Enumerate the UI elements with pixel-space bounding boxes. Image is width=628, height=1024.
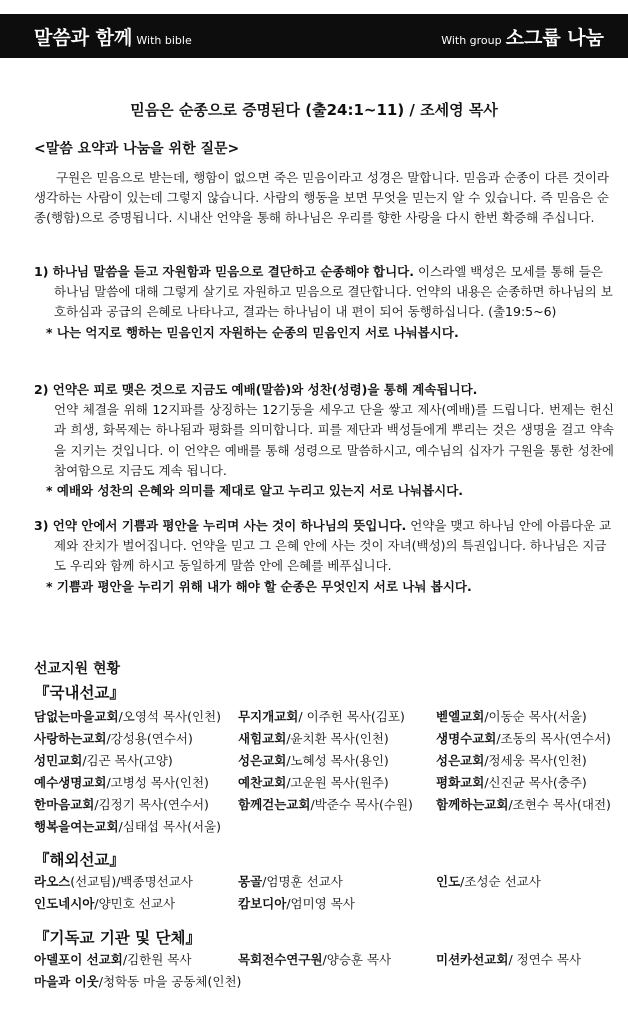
list-item [238, 751, 389, 769]
list-item-detail: (선교팀)/백종명선교사 [70, 874, 193, 889]
list-item-name: 예찬교회 [238, 775, 287, 790]
list-item-name: 예수생명교회 [34, 775, 107, 790]
list-item [34, 872, 193, 890]
list-row [34, 707, 624, 725]
list-item [34, 817, 221, 835]
question-2-body: 언약 체결을 위해 12지파를 상징하는 12기둥을 세우고 단을 쌓고 제사(예배)를 드립니다. 번제는 헌신과 희생, 화목제는 하나됨과 평화를 의미합니다. 피를 제단과 백성들에게 뿌리는 것은 생명을 걸고 약속을 지키는 것입니다. 이 언약은 예배를 통해 성령으로 말씀하시고, 예수님의 십자가 구원을 통한 성찬에 참여함으로 지금도 계속 됩니다. [54, 402, 614, 478]
list-item-detail: /엄명훈 선교사 [262, 874, 343, 889]
list-item [436, 950, 581, 968]
section-subtitle: <말씀 요약과 나눔을 위한 질문> [34, 141, 240, 157]
list-item-detail: /윤치환 목사(인천) [286, 731, 389, 746]
list-item [436, 751, 587, 769]
list-row [34, 773, 624, 791]
list-item [238, 773, 389, 791]
list-row [34, 972, 624, 990]
list-item-name: 아델포이 선교회 [34, 952, 123, 967]
header-left [34, 23, 196, 50]
list-item [34, 729, 193, 747]
list-item-detail: /조동의 목사(연수서) [496, 731, 611, 746]
list-item [238, 872, 343, 890]
header-left-title: 말씀과 함께 [34, 27, 133, 49]
list-item [238, 950, 391, 968]
list-item-name: 행복을여는교회 [34, 819, 119, 834]
list-item-detail: /정세웅 목사(인천) [484, 753, 587, 768]
list-row [34, 872, 624, 890]
list-item-name: 한마음교회 [34, 797, 95, 812]
list-item-detail: /고병성 목사(인천) [106, 775, 209, 790]
list-item-name: 성민교회 [34, 753, 83, 768]
list-item-detail: /김정기 목사(연수서) [94, 797, 209, 812]
list-item-detail: /박준수 목사(수원) [310, 797, 413, 812]
list-item-detail: /김한원 목사 [122, 952, 192, 967]
list-item-name: 마을과 이웃 [34, 974, 99, 989]
list-item [34, 751, 173, 769]
list-row [34, 729, 624, 747]
question-2 [34, 380, 614, 501]
list-item-name: 몽골 [238, 874, 263, 889]
list-item [436, 707, 587, 725]
list-item-name: 벧엘교회 [436, 709, 485, 724]
list-item-name: 목회전수연구원 [238, 952, 323, 967]
list-item-name: 새힘교회 [238, 731, 287, 746]
list-item-name: 생명수교회 [436, 731, 497, 746]
sermon-title: 믿음은 순종으로 증명된다 (출24:1~11) / 조세영 목사 [130, 101, 498, 119]
list-item-name: 평화교회 [436, 775, 485, 790]
list-item [34, 894, 175, 912]
list-item-name: 라오스 [34, 874, 71, 889]
list-item [238, 729, 389, 747]
org-title: 『기독교 기관 및 단체』 [34, 929, 201, 947]
mission-heading: 선교지원 현황 [34, 661, 121, 677]
list-item [34, 795, 209, 813]
question-3-head: 3) 언약 안에서 기쁨과 평안을 누리며 사는 것이 하나님의 뜻입니다. [34, 518, 407, 533]
intro-paragraph: 구원은 믿음으로 받는데, 행함이 없으면 죽은 믿음이라고 성경은 말합니다. 믿음과 순종이 다른 것이라 생각하는 사람이 있는데 그렇지 않습니다. 사람의 행동을 보면 무엇을 믿는지 알 수 있습니다. 즉 믿음은 순종(행함)으로 증명됩니다. 시내산 언약을 통해 하나님은 우리를 향한 사랑을 다시 한번 확증해 주십니다. [34, 170, 609, 226]
list-item-detail: /조현수 목사(대전) [508, 797, 611, 812]
header-left-sub: With bible [136, 34, 192, 47]
list-item-detail: /엄미영 목사 [286, 896, 355, 911]
list-item-detail: / 정연수 목사 [508, 952, 581, 967]
header-right [437, 23, 604, 50]
list-item-detail: /청학동 마을 공동체(인천) [98, 974, 242, 989]
list-item-detail: /오영석 목사(인천) [118, 709, 221, 724]
list-item-detail: /김곤 목사(고양) [82, 753, 173, 768]
list-item-detail: /강성용(연수서) [106, 731, 193, 746]
list-item-name: 함께걷는교회 [238, 797, 311, 812]
list-item-name: 미션카선교회 [436, 952, 509, 967]
overseas-title: 『해외선교』 [34, 851, 125, 869]
list-item-detail: /이동순 목사(서울) [484, 709, 587, 724]
list-item-detail: /심태섭 목사(서울) [118, 819, 221, 834]
header-right-sub: With group [441, 34, 502, 47]
header-right-title: 소그룹 나눔 [505, 27, 604, 49]
list-item [436, 872, 541, 890]
list-item [238, 894, 355, 912]
list-row [34, 817, 624, 835]
list-item [436, 773, 587, 791]
question-3 [34, 516, 614, 597]
question-2-star: * 예배와 성찬의 은혜와 의미를 제대로 알고 누리고 있는지 서로 나눠봅시다. [46, 483, 464, 499]
list-item-detail: / 이주헌 목사(김포) [298, 709, 405, 724]
domestic-title: 『국내선교』 [34, 684, 125, 702]
list-item-name: 캄보디아 [238, 896, 287, 911]
list-item-name: 담없는마을교회 [34, 709, 119, 724]
list-item-name: 함께하는교회 [436, 797, 509, 812]
list-item-name: 성은교회 [436, 753, 485, 768]
list-item-name: 사랑하는교회 [34, 731, 107, 746]
list-row [34, 795, 624, 813]
page-header [0, 14, 628, 58]
list-item-detail: /양승훈 목사 [322, 952, 392, 967]
list-item [34, 972, 241, 990]
list-item [238, 707, 405, 725]
list-item-name: 인도네시아 [34, 896, 95, 911]
list-item-detail: /고운원 목사(원주) [286, 775, 389, 790]
list-item-detail: /신진균 목사(충주) [484, 775, 587, 790]
list-item-name: 무지개교회 [238, 709, 299, 724]
list-item [34, 707, 221, 725]
list-row [34, 751, 624, 769]
list-item [436, 729, 611, 747]
question-1 [34, 262, 614, 343]
question-3-star: * 기쁨과 평안을 누리기 위해 내가 해야 할 순종은 무엇인지 서로 나눠 봅시다. [46, 578, 472, 594]
list-item-name: 인도 [436, 874, 461, 889]
question-1-body: 이스라엘 백성은 모세를 통해 들은 하나님 말씀에 대해 그렇게 살기로 자원하고 믿음으로 결단합니다. 언약의 내용은 순종하면 하나님의 보호하심과 공급의 은혜로 나타나고, 결과는 하나님이 내 편이 되어 동행하십니다. (출19:5~6) [54, 264, 613, 320]
list-item-detail: /양민호 선교사 [94, 896, 176, 911]
list-item [34, 950, 191, 968]
list-item-detail: /노혜성 목사(용인) [286, 753, 389, 768]
list-item-name: 성은교회 [238, 753, 287, 768]
list-item [238, 795, 413, 813]
question-1-head: 1) 하나님 말씀을 듣고 자원함과 믿음으로 결단하고 순종해야 합니다. [34, 264, 414, 279]
question-3-body: 언약을 맺고 하나님 안에 아름다운 교제와 잔치가 벌어집니다. 언약을 믿고 그 은혜 안에 사는 것이 자녀(백성)의 특권입니다. 하나님은 지금도 우리와 함께 하시고 동일하게 말씀 안에 은혜를 베푸십니다. [54, 518, 612, 574]
list-item-detail: /조성순 선교사 [460, 874, 541, 889]
list-row [34, 950, 624, 968]
list-item [436, 795, 611, 813]
list-item [34, 773, 209, 791]
list-row [34, 894, 624, 912]
question-2-head: 2) 언약은 피로 맺은 것으로 지금도 예배(말씀)와 성찬(성령)을 통해 계속됩니다. [34, 382, 478, 397]
question-1-star: * 나는 억지로 행하는 믿음인지 자원하는 순종의 믿음인지 서로 나눠봅시다. [46, 324, 459, 340]
